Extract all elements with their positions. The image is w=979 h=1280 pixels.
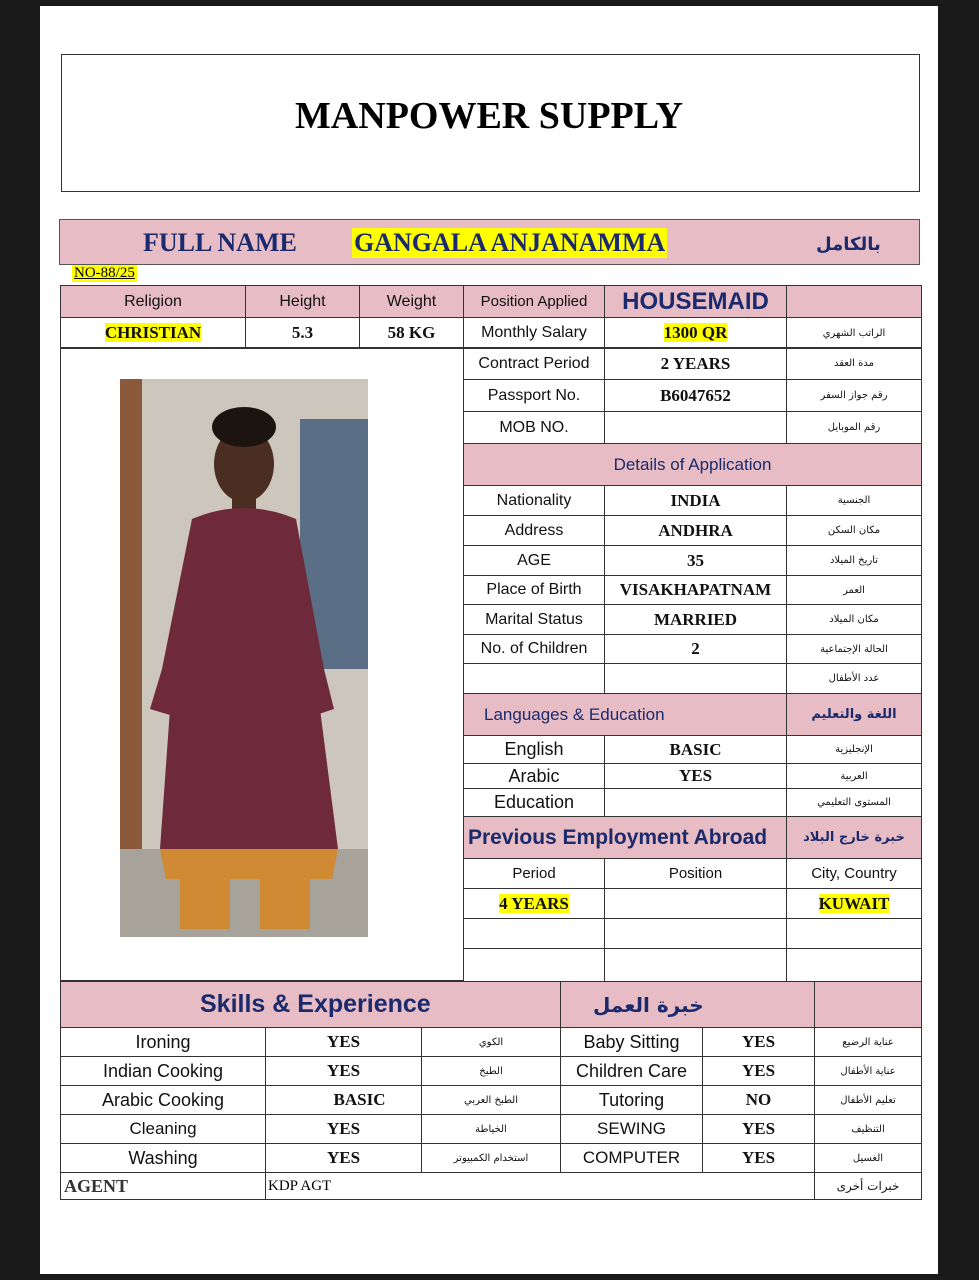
skill-arabic-cooking-label: Arabic Cooking bbox=[61, 1086, 266, 1115]
religion-value: CHRISTIAN bbox=[104, 323, 202, 342]
mobile-arabic: رقم الموبايل bbox=[787, 412, 922, 444]
nationality-arabic: الجنسية bbox=[787, 486, 922, 516]
english-label: English bbox=[464, 736, 605, 764]
skill-children-care-arabic: عناية الأطفال bbox=[815, 1057, 922, 1086]
skill-row bbox=[61, 1028, 922, 1057]
skill-sewing-arabic: التنظيف bbox=[815, 1115, 922, 1144]
skill-sewing-value: YES bbox=[703, 1115, 815, 1144]
skill-sewing-label: SEWING bbox=[561, 1115, 703, 1144]
salary-arabic: الراتب الشهري bbox=[787, 318, 922, 349]
skill-indian-cooking-label: Indian Cooking bbox=[61, 1057, 266, 1086]
weight-label: Weight bbox=[360, 286, 464, 318]
address-arabic: مكان السكن bbox=[787, 516, 922, 546]
arabic-arabic: العربية bbox=[787, 764, 922, 789]
passport-arabic: رقم جواز السفر bbox=[787, 380, 922, 412]
skill-indian-cooking-arabic: الطبخ bbox=[422, 1057, 561, 1086]
agent-label: AGENT bbox=[61, 1173, 266, 1200]
children-arabic: الحالة الإجتماعية bbox=[787, 635, 922, 664]
empty-header-cell bbox=[787, 286, 922, 318]
position-column-label: Position bbox=[605, 859, 787, 889]
arabic-label: Arabic bbox=[464, 764, 605, 789]
address-label: Address bbox=[464, 516, 605, 546]
employment-heading-arabic: خبرة خارج البلاد bbox=[787, 817, 922, 859]
skill-cleaning-arabic: الخياطة bbox=[422, 1115, 561, 1144]
full-name-label: FULL NAME bbox=[143, 228, 297, 257]
skill-indian-cooking-value: YES bbox=[266, 1057, 422, 1086]
birthplace-label: Place of Birth bbox=[464, 576, 605, 605]
marital-value: MARRIED bbox=[605, 605, 787, 635]
nationality-value: INDIA bbox=[605, 486, 787, 516]
languages-heading: Languages & Education bbox=[464, 694, 787, 736]
skills-heading-arabic: خبرة العمل bbox=[561, 982, 815, 1028]
skill-tutoring-value: NO bbox=[703, 1086, 815, 1115]
skill-babysitting-value: YES bbox=[703, 1028, 815, 1057]
skill-cleaning-value: YES bbox=[266, 1115, 422, 1144]
application-page bbox=[40, 6, 938, 1274]
age-arabic: تاريخ الميلاد bbox=[787, 546, 922, 576]
full-name-value: GANGALA ANJANAMMA bbox=[354, 228, 666, 257]
nationality-label: Nationality bbox=[464, 486, 605, 516]
skill-ironing-label: Ironing bbox=[61, 1028, 266, 1057]
education-value bbox=[605, 789, 787, 817]
skill-babysitting-label: Baby Sitting bbox=[561, 1028, 703, 1057]
contract-period-label: Contract Period bbox=[464, 348, 605, 380]
salary-value: 1300 QR bbox=[663, 323, 728, 342]
marital-arabic: مكان الميلاد bbox=[787, 605, 922, 635]
skill-babysitting-arabic: عناية الرضيع bbox=[815, 1028, 922, 1057]
education-label: Education bbox=[464, 789, 605, 817]
candidate-photo bbox=[120, 379, 368, 937]
passport-label: Passport No. bbox=[464, 380, 605, 412]
skill-ironing-value: YES bbox=[266, 1028, 422, 1057]
skill-ironing-arabic: الكوي bbox=[422, 1028, 561, 1057]
period-column-label: Period bbox=[464, 859, 605, 889]
skill-computer-value: YES bbox=[703, 1144, 815, 1173]
arabic-value: YES bbox=[605, 764, 787, 789]
marital-label: Marital Status bbox=[464, 605, 605, 635]
skill-computer-label: COMPUTER bbox=[561, 1144, 703, 1173]
full-name-arabic: بالكامل bbox=[816, 234, 881, 255]
birthplace-value: VISAKHAPATNAM bbox=[605, 576, 787, 605]
skill-washing-arabic: استخدام الكمبيوتر bbox=[422, 1144, 561, 1173]
skill-tutoring-label: Tutoring bbox=[561, 1086, 703, 1115]
employment-position bbox=[605, 889, 787, 919]
basic-info-table bbox=[60, 285, 922, 349]
agent-value: KDP AGT bbox=[266, 1173, 815, 1200]
skill-washing-label: Washing bbox=[61, 1144, 266, 1173]
education-arabic: المستوى التعليمي bbox=[787, 789, 922, 817]
extra-arabic: عدد الأطفال bbox=[787, 664, 922, 694]
position-value: HOUSEMAID bbox=[605, 286, 787, 318]
skill-row bbox=[61, 1057, 922, 1086]
children-label: No. of Children bbox=[464, 635, 605, 664]
contract-period-arabic: مدة العقد bbox=[787, 348, 922, 380]
position-label: Position Applied bbox=[464, 286, 605, 318]
candidate-photo-illustration bbox=[120, 379, 368, 937]
contract-period-value: 2 YEARS bbox=[605, 348, 787, 380]
age-label: AGE bbox=[464, 546, 605, 576]
details-heading: Details of Application bbox=[464, 444, 922, 486]
skills-heading: Skills & Experience bbox=[61, 982, 561, 1028]
employment-city: KUWAIT bbox=[818, 893, 890, 913]
city-column-label: City, Country bbox=[787, 859, 922, 889]
details-table bbox=[463, 347, 922, 982]
address-value: ANDHRA bbox=[605, 516, 787, 546]
employment-period: 4 YEARS bbox=[499, 893, 569, 913]
age-value: 35 bbox=[605, 546, 787, 576]
passport-value: B6047652 bbox=[605, 380, 787, 412]
weight-value: 58 KG bbox=[360, 318, 464, 349]
skill-washing-value: YES bbox=[266, 1144, 422, 1173]
salary-label: Monthly Salary bbox=[464, 318, 605, 349]
skill-cleaning-label: Cleaning bbox=[61, 1115, 266, 1144]
religion-label: Religion bbox=[61, 286, 246, 318]
height-label: Height bbox=[246, 286, 360, 318]
birthplace-arabic: العمر bbox=[787, 576, 922, 605]
reference-number: NO-88/25 bbox=[74, 265, 135, 281]
other-skills-arabic: خبرات أخرى bbox=[815, 1173, 922, 1200]
height-value: 5.3 bbox=[246, 318, 360, 349]
page-title: MANPOWER SUPPLY bbox=[294, 95, 684, 137]
skill-row bbox=[61, 1086, 922, 1115]
skill-tutoring-arabic: تعليم الأطفال bbox=[815, 1086, 922, 1115]
skill-row bbox=[61, 1115, 922, 1144]
english-value: BASIC bbox=[605, 736, 787, 764]
mobile-value bbox=[605, 412, 787, 444]
skill-children-care-label: Children Care bbox=[561, 1057, 703, 1086]
skills-table bbox=[60, 981, 922, 1200]
skill-computer-arabic: الغسيل bbox=[815, 1144, 922, 1173]
mobile-label: MOB NO. bbox=[464, 412, 605, 444]
skill-arabic-cooking-value: BASIC bbox=[266, 1086, 422, 1115]
skill-row bbox=[61, 1144, 922, 1173]
languages-heading-arabic: اللغة والتعليم bbox=[787, 694, 922, 736]
english-arabic: الإنجليزية bbox=[787, 736, 922, 764]
employment-heading: Previous Employment Abroad bbox=[464, 817, 787, 859]
skill-children-care-value: YES bbox=[703, 1057, 815, 1086]
children-value: 2 bbox=[605, 635, 787, 664]
skill-arabic-cooking-arabic: الطبخ العربي bbox=[422, 1086, 561, 1115]
